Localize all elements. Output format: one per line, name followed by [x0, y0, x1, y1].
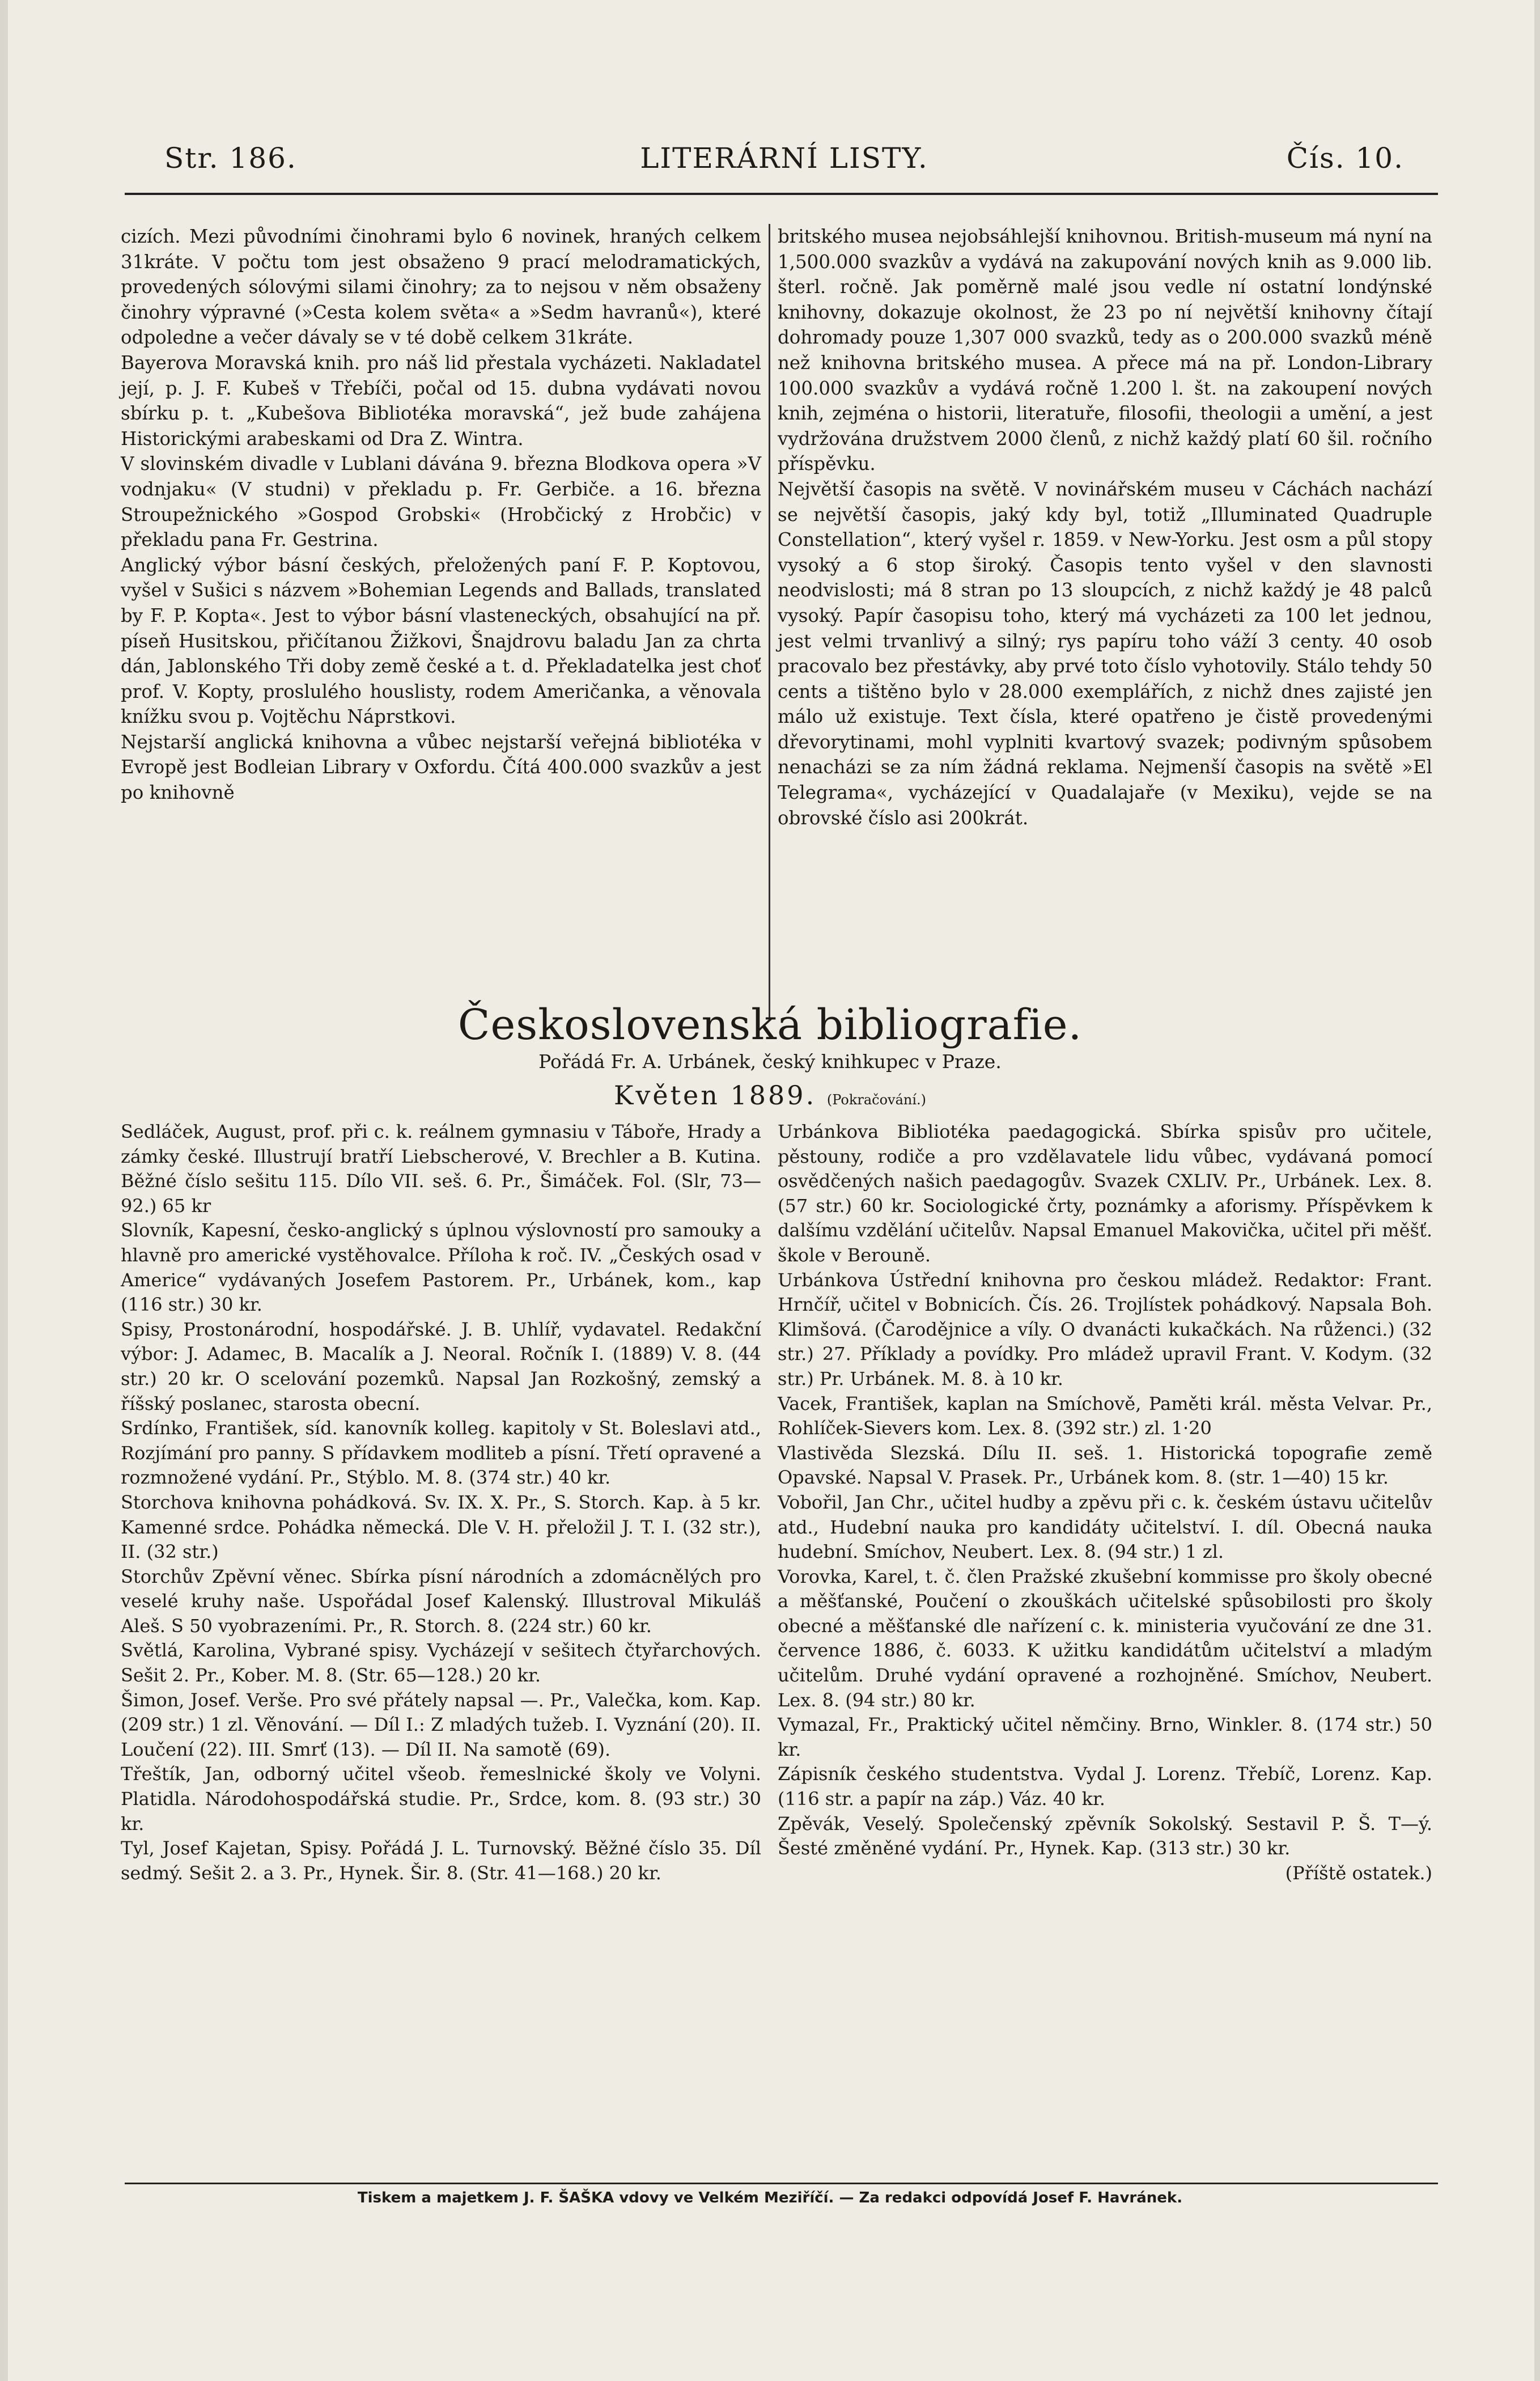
paragraph-theatre-stats: cizích. Mezi původními činohrami bylo 6 novinek, hraných celkem 31kráte. V počtu tom jest obsaženo 9 prací melodramatických, provedených sólovými silami činohry; za to nejsou v něm obsaženy činohry výpravné (»Cesta kolem světa« a »Sedm havranů«), které odpoledne a večer dávaly se v té době celkem 31kráte. — [121, 226, 761, 349]
bibliography-left-column — [121, 1120, 761, 1886]
bib-entry-urbankova-bibliotheka: Urbánkova Bibliotéka paedagogická. Sbírka spisův pro učitele, pěstouny, rodiče a pro vzdělavatele lidu vůbec, vydávaná pomocí osvědčených našich paedagogův. Svazek CXLIV. Pr., Urbánek. Lex. 8. (57 str.) 60 kr. Sociologické črty, poznámky a aforismy. Příspěvkem k dalšímu vzdělání učitelův. Napsal Emanuel Makovička, učitel při měšť. škole v Berouně. — [778, 1121, 1432, 1266]
bib-entry-slovnik: Slovník, Kapesní, česko-anglický s úplnou výslovností pro samouky a hlavně pro americké vystěhovalce. Příloha k roč. IV. „Českých osad v Americe“ vydávaných Josefem Pastorem. Pr., Urbánek, kom., kap (116 str.) 30 kr. — [121, 1219, 761, 1316]
page-header — [164, 142, 1404, 187]
bib-entry-storchuv-venec: Storchův Zpěvní věnec. Sbírka písní národních a zdomácnělých pro veselé kruhy naše. Uspořádal Josef Kalenský. Illustroval Mikuláš Aleš. S 50 vyobrazeními. Pr., R. Storch. 8. (224 str.) 60 kr. — [121, 1565, 761, 1637]
imprint-footer: Tiskem a majetkem J. F. ŠAŠKA vdovy ve Velkém Meziříčí. — Za redakci odpovídá Josef F. Havránek. — [357, 2189, 1183, 2206]
continued-note: (Pokračování.) — [826, 1092, 927, 1108]
page-edge-right — [1534, 0, 1540, 2381]
bib-entry-srdinko: Srdínko, František, síd. kanovník kolleg. kapitoly v St. Boleslavi atd., Rozjímání pro panny. S přídavkem modliteb a písní. Třetí opravené a rozmnožené vydání. Pr., Stýblo. M. 8. (374 str.) 40 kr. — [121, 1417, 761, 1489]
page-number: Str. 186. — [164, 142, 297, 175]
bib-entry-voboril: Vobořil, Jan Chr., učitel hudby a zpěvu při c. k. českém ústavu učitelův atd., Hudební nauka pro kandidáty učitelství. I. díl. Obecná nauka hudební. Smíchov, Neubert. Lex. 8. (94 str.) 1 zl. — [778, 1491, 1432, 1563]
footer-rule — [125, 2183, 1438, 2184]
month-label: Květen 1889. — [613, 1080, 817, 1111]
bib-entry-vacek: Vacek, František, kaplan na Smíchově, Paměti král. města Velvar. Pr., Rohlíček-Sievers kom. Lex. 8. (392 str.) zl. 1·20 — [778, 1392, 1432, 1439]
bibliography-month — [0, 1080, 1540, 1111]
bib-entry-simon: Šimon, Josef. Verše. Pro své přátely napsal —. Pr., Valečka, kom. Kap. (209 str.) 1 zl. Věnování. — Díl I.: Z mladých tužeb. I. Vyznání (20). II. Loučení (22). III. Smrť (13). — Díl II. Na samotě (69). — [121, 1689, 761, 1760]
bib-entry-spisy-prostonarodni: Spisy, Prostonárodní, hospodářské. J. B. Uhlíř, vydavatel. Redakční výbor: J. Adamec, B. Macalík a J. Neoral. Ročník I. (1889) V. 8. (44 str.) 20 kr. O scelování pozemků. Napsal Jan Rozkošný, zemský a říšský poslanec, starosta obecní. — [121, 1318, 761, 1414]
bib-entry-urbankova-knihovna: Urbánkova Ústřední knihovna pro českou mládež. Redaktor: Frant. Hrnčíř, učitel v Bobnicích. Čís. 26. Trojlístek pohádkový. Napsala Boh. Klimšová. (Čarodějnice a víly. O dvanácti kukačkách. Na růženci.) (32 str.) 27. Příklady a povídky. Pro mládež upravil Frant. V. Kodym. (32 str.) Pr. Urbánek. M. 8. à 10 kr. — [778, 1269, 1432, 1389]
paragraph-anglicky-vybor: Anglický výbor básní českých, přeložených paní F. P. Koptovou, vyšel v Sušici s názvem »Bohemian Legends and Ballads, translated by F. P. Kopta«. Jest to výbor básní vlasteneckých, obsahující na př. píseň Husitskou, přičítanou Žižkovi, Šnajdrovu baladu Jan za chrta dán, Jablonského Tři doby země české a t. d. Překladatelka jest choť prof. V. Kopty, proslulého houslisty, rodem Američanka, a věnovala knížku svou p. Vojtěchu Náprstkovi. — [121, 554, 761, 728]
bib-entry-storchova-knihovna: Storchova knihovna pohádková. Sv. IX. X. Pr., S. Storch. Kap. à 5 kr. Kamenné srdce. Pohádka německá. Dle V. H. přeložil J. T. I. (32 str.), II. (32 str.) — [121, 1491, 761, 1563]
bib-entry-vymazal: Vymazal, Fr., Praktický učitel němčiny. Brno, Winkler. 8. (174 str.) 50 kr. — [778, 1714, 1432, 1760]
bibliography-subtitle: Pořádá Fr. A. Urbánek, český knihkupec v Praze. — [538, 1050, 1002, 1073]
bibliography-title: Československá bibliografie. — [457, 1001, 1083, 1049]
paragraph-bodleian: Nejstarší anglická knihovna a vůbec nejstarší veřejná bibliotéka v Evropě jest Bodleian Library v Oxfordu. Čítá 400.000 svazkův a jest po knihovně — [121, 731, 761, 804]
bib-entry-zpevak: Zpěvák, Veselý. Společenský zpěvník Sokolský. Sestavil P. Š. T—ý. Šesté změněné vydání. Pr., Hynek. Kap. (313 str.) 30 kr. — [778, 1812, 1432, 1859]
top-right-column — [778, 224, 1432, 831]
paragraph-nejvetsi-casopis: Největší časopis na světě. V novinářském museu v Cáchách nachází se největší časopis, jaký kdy byl, totiž „Illuminated Quadruple Constellation“, který vyšel r. 1859. v New-Yorku. Jest osm a půl stopy vysoký a 6 stop široký. Časopis tento vyšel v den slavnosti neodvislosti; má 8 stran po 13 sloupcích, z nichž každý je 48 palců vysoký. Papír časopisu toho, který má vycházeti za 100 let jednou, jest velmi trvanlivý a silný; rys papíru toho váží 3 centy. 40 osob pracovalo bez přestávky, aby prvé toto číslo vyhotovily. Stálo tehdy 50 cents a tištěno bylo v 28.000 exemplářích, z nichž dnes zajisté jen málo už existuje. Text čísla, které opatřeno je čistě provedenými dřevorytinami, mohl vyplniti kvartový svazek; podivným spůsobem nenacházi se za ním žádná reklama. Nejmenší časopis na světě »El Telegrama«, vycházející v Quadalajaře (v Mexiku), vejde se na obrovské číslo asi 200krát. — [778, 478, 1432, 829]
bib-entry-vlastiveda: Vlastivěda Slezská. Dílu II. seš. 1. Historická topografie země Opavské. Napsal V. Prasek. Pr., Urbánek kom. 8. (str. 1—40) 15 kr. — [778, 1442, 1432, 1489]
paragraph-british-museum: britského musea nejobsáhlejší knihovnou. British-museum má nyní na 1,500.000 svazkův a vydává na zakupování nových knih as 9.000 lib. šterl. ročně. Jak poměrně malé jsou vedle ní ostatní londýnské knihovny, dokazuje okolnost, že 23 po ní největší knihovny čítají dohromady pouze 1,307 000 svazků, tedy as o 200.000 svazků méně než knihovna britského musea. A přece má na př. London-Library 100.000 svazkův a vydává ročně 1.200 l. št. na zakoupení nových knih, zejména o historii, literatuře, filosofii, theologii a umění, a jest vydržována družstvem 2000 členů, z nichž každý platí 60 šil. ročního příspěvku. — [778, 226, 1432, 475]
continued-next-note: (Příště ostatek.) — [1285, 1862, 1432, 1884]
issue-number: Čís. 10. — [1286, 142, 1404, 175]
bibliography-right-column — [778, 1120, 1432, 1886]
page-edge-left — [0, 0, 8, 2381]
bib-entry-sedlacek: Sedláček, August, prof. při c. k. reálnem gymnasiu v Táboře, Hrady a zámky české. Illustrují bratří Liebscherové, V. Brechler a B. Kutina. Běžné číslo sešitu 115. Dílo VII. seš. 6. Pr., Šimáček. Fol. (Slr, 73—92.) 65 kr — [121, 1121, 761, 1217]
column-divider — [769, 224, 770, 1018]
bib-entry-zapisnik: Zápisník českého studentstva. Vydal J. Lorenz. Třebíč, Lorenz. Kap. (116 str. a papír na záp.) Váz. 40 kr. — [778, 1763, 1432, 1810]
journal-title: LITERÁRNÍ LISTY. — [640, 142, 928, 175]
paragraph-bayerova: Bayerova Moravská knih. pro náš lid přestala vycházeti. Nakladatel její, p. J. F. Kubeš v Třebíči, počal od 15. dubna vydávati novou sbírku p. t. „Kubešova Bibliotéka moravská“, jež bude zahájena Historickými arabeskami od Dra Z. Wintra. — [121, 351, 761, 450]
paragraph-slovinske-divadlo: V slovinském divadle v Lublani dávána 9. března Blodkova opera »V vodnjaku« (V studni) v překladu p. Fr. Gerbiče. a 16. března Stroupežnického »Gospod Grobski« (Hrobčický z Hrobčic) v překladu pana Fr. Gestrina. — [121, 453, 761, 551]
bib-entry-trestik: Třeštík, Jan, odborný učitel všeob. řemeslnické školy ve Volyni. Platidla. Národohospodářská studie. Pr., Srdce, kom. 8. (93 str.) 30 kr. — [121, 1763, 761, 1835]
top-left-column — [121, 224, 761, 806]
bib-entry-svetla: Světlá, Karolina, Vybrané spisy. Vycházejí v sešitech čtyřarchových. Sešit 2. Pr., Kober. M. 8. (Str. 65—128.) 20 kr. — [121, 1639, 761, 1687]
header-rule — [125, 193, 1438, 195]
bib-entry-tyl: Tyl, Josef Kajetan, Spisy. Pořádá J. L. Turnovský. Běžné číslo 35. Díl sedmý. Sešit 2. a 3. Pr., Hynek. Šir. 8. (Str. 41—168.) 20 kr. — [121, 1837, 761, 1884]
bib-entry-vorovka: Vorovka, Karel, t. č. člen Pražské zkušební kommisse pro školy obecné a měšťanské, Poučení o zkouškách učitelské spůsobilosti pro školy obecné a měšťanské dle nařízení c. k. ministeria vyučování ze dne 31. července 1886, č. 6033. K užitku kandidátům učitelství a mladým učitelům. Druhé vydání opravené a rozhojněné. Smíchov, Neubert. Lex. 8. (94 str.) 80 kr. — [778, 1565, 1432, 1711]
